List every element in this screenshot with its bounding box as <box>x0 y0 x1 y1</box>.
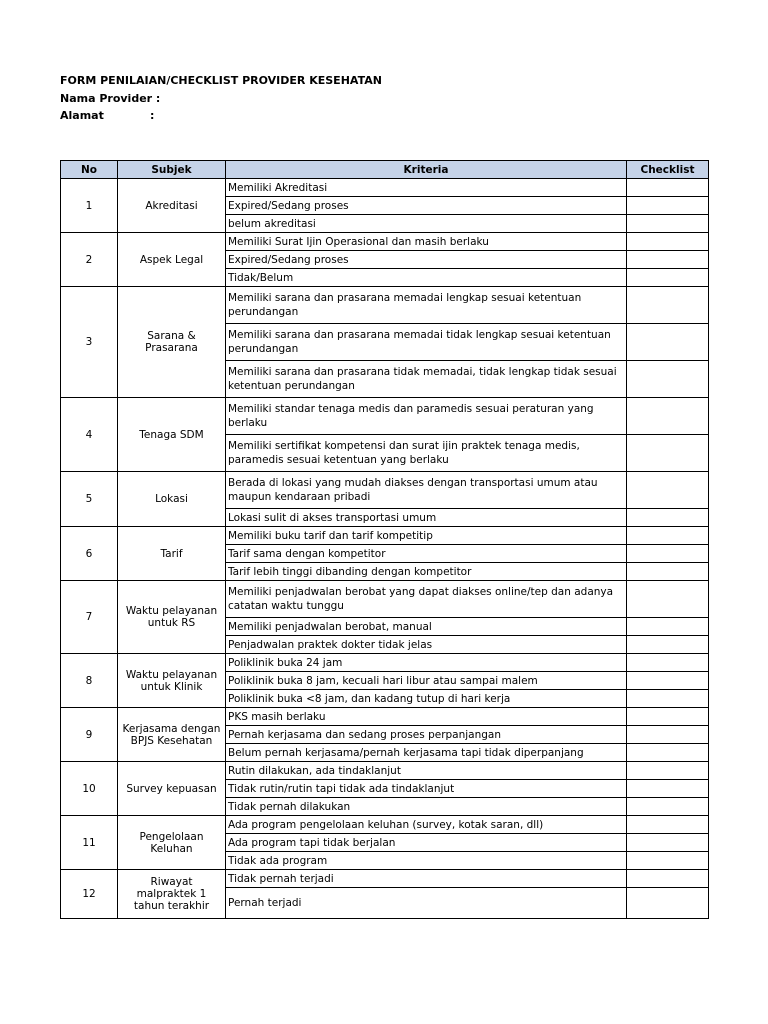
subject-cell: Kerjasama dengan BPJS Kesehatan <box>118 708 226 762</box>
row-number: 2 <box>61 233 118 287</box>
table-row <box>61 581 709 618</box>
checklist-cell[interactable] <box>627 816 709 834</box>
row-number: 6 <box>61 527 118 581</box>
criteria-cell: Tidak pernah dilakukan <box>226 798 627 816</box>
criteria-cell: Memiliki standar tenaga medis dan paramedis sesuai peraturan yang berlaku <box>226 398 627 435</box>
checklist-cell[interactable] <box>627 215 709 233</box>
checklist-cell[interactable] <box>627 472 709 509</box>
table-row <box>61 762 709 780</box>
row-number: 10 <box>61 762 118 816</box>
column-header-subjek: Subjek <box>118 161 226 179</box>
table-row <box>61 233 709 251</box>
table-row <box>61 708 709 726</box>
row-number: 5 <box>61 472 118 527</box>
table-row <box>61 179 709 197</box>
subject-cell: Sarana & Prasarana <box>118 287 226 398</box>
criteria-cell: Memiliki sarana dan prasarana tidak memadai, tidak lengkap tidak sesuai ketentuan perundangan <box>226 361 627 398</box>
checklist-body <box>61 179 709 919</box>
criteria-cell: belum akreditasi <box>226 215 627 233</box>
criteria-cell: Memiliki Surat Ijin Operasional dan masih berlaku <box>226 233 627 251</box>
subject-cell: Survey kepuasan <box>118 762 226 816</box>
checklist-cell[interactable] <box>627 798 709 816</box>
criteria-cell: Memiliki penjadwalan berobat yang dapat diakses online/tep dan adanya catatan waktu tunggu <box>226 581 627 618</box>
checklist-cell[interactable] <box>627 287 709 324</box>
checklist-cell[interactable] <box>627 870 709 888</box>
criteria-cell: Tarif lebih tinggi dibanding dengan kompetitor <box>226 563 627 581</box>
criteria-cell: Poliklinik buka <8 jam, dan kadang tutup di hari kerja <box>226 690 627 708</box>
criteria-cell: PKS masih berlaku <box>226 708 627 726</box>
form-header <box>60 72 382 125</box>
criteria-cell: Expired/Sedang proses <box>226 251 627 269</box>
criteria-cell: Memiliki sarana dan prasarana memadai lengkap sesuai ketentuan perundangan <box>226 287 627 324</box>
table-row <box>61 527 709 545</box>
checklist-cell[interactable] <box>627 834 709 852</box>
criteria-cell: Pernah kerjasama dan sedang proses perpanjangan <box>226 726 627 744</box>
provider-name-label: Nama Provider : <box>60 91 161 105</box>
address-label: Alamat <box>60 109 104 122</box>
subject-cell: Waktu pelayanan untuk RS <box>118 581 226 654</box>
subject-cell: Tenaga SDM <box>118 398 226 472</box>
criteria-cell: Tarif sama dengan kompetitor <box>226 545 627 563</box>
criteria-cell: Memiliki sarana dan prasarana memadai tidak lengkap sesuai ketentuan perundangan <box>226 324 627 361</box>
column-header-no: No <box>61 161 118 179</box>
table-row <box>61 398 709 435</box>
subject-cell: Akreditasi <box>118 179 226 233</box>
row-number: 8 <box>61 654 118 708</box>
subject-cell: Tarif <box>118 527 226 581</box>
criteria-cell: Tidak pernah terjadi <box>226 870 627 888</box>
checklist-cell[interactable] <box>627 581 709 618</box>
criteria-cell: Belum pernah kerjasama/pernah kerjasama tapi tidak diperpanjang <box>226 744 627 762</box>
criteria-cell: Tidak rutin/rutin tapi tidak ada tindaklanjut <box>226 780 627 798</box>
checklist-cell[interactable] <box>627 708 709 726</box>
table-row <box>61 816 709 834</box>
criteria-cell: Rutin dilakukan, ada tindaklanjut <box>226 762 627 780</box>
criteria-cell: Lokasi sulit di akses transportasi umum <box>226 509 627 527</box>
address-row <box>60 107 382 125</box>
criteria-cell: Memiliki buku tarif dan tarif kompetitip <box>226 527 627 545</box>
checklist-cell[interactable] <box>627 672 709 690</box>
checklist-cell[interactable] <box>627 762 709 780</box>
subject-cell: Pengelolaan Keluhan <box>118 816 226 870</box>
table-header-row <box>61 161 709 179</box>
checklist-cell[interactable] <box>627 435 709 472</box>
criteria-cell: Memiliki penjadwalan berobat, manual <box>226 618 627 636</box>
checklist-cell[interactable] <box>627 654 709 672</box>
checklist-cell[interactable] <box>627 563 709 581</box>
checklist-cell[interactable] <box>627 852 709 870</box>
criteria-cell: Ada program pengelolaan keluhan (survey, kotak saran, dll) <box>226 816 627 834</box>
subject-cell: Riwayat malpraktek 1 tahun terakhir <box>118 870 226 919</box>
checklist-cell[interactable] <box>627 361 709 398</box>
row-number: 11 <box>61 816 118 870</box>
criteria-cell: Tidak/Belum <box>226 269 627 287</box>
checklist-table <box>60 160 709 919</box>
criteria-cell: Poliklinik buka 8 jam, kecuali hari libur atau sampai malem <box>226 672 627 690</box>
checklist-cell[interactable] <box>627 197 709 215</box>
criteria-cell: Pernah terjadi <box>226 888 627 919</box>
checklist-cell[interactable] <box>627 324 709 361</box>
criteria-cell: Penjadwalan praktek dokter tidak jelas <box>226 636 627 654</box>
column-header-kriteria: Kriteria <box>226 161 627 179</box>
row-number: 12 <box>61 870 118 919</box>
checklist-cell[interactable] <box>627 527 709 545</box>
checklist-cell[interactable] <box>627 618 709 636</box>
subject-cell: Waktu pelayanan untuk Klinik <box>118 654 226 708</box>
checklist-cell[interactable] <box>627 269 709 287</box>
subject-cell: Aspek Legal <box>118 233 226 287</box>
criteria-cell: Poliklinik buka 24 jam <box>226 654 627 672</box>
checklist-cell[interactable] <box>627 251 709 269</box>
checklist-cell[interactable] <box>627 179 709 197</box>
criteria-cell: Ada program tapi tidak berjalan <box>226 834 627 852</box>
checklist-cell[interactable] <box>627 398 709 435</box>
row-number: 1 <box>61 179 118 233</box>
row-number: 3 <box>61 287 118 398</box>
criteria-cell: Expired/Sedang proses <box>226 197 627 215</box>
checklist-cell[interactable] <box>627 780 709 798</box>
row-number: 7 <box>61 581 118 654</box>
row-number: 4 <box>61 398 118 472</box>
subject-cell: Lokasi <box>118 472 226 527</box>
criteria-cell: Memiliki Akreditasi <box>226 179 627 197</box>
criteria-cell: Berada di lokasi yang mudah diakses dengan transportasi umum atau maupun kendaraan pribadi <box>226 472 627 509</box>
column-header-checklist: Checklist <box>627 161 709 179</box>
checklist-cell[interactable] <box>627 636 709 654</box>
checklist-cell[interactable] <box>627 233 709 251</box>
checklist-cell[interactable] <box>627 690 709 708</box>
table-row <box>61 472 709 509</box>
checklist-cell[interactable] <box>627 726 709 744</box>
row-number: 9 <box>61 708 118 762</box>
form-title: FORM PENILAIAN/CHECKLIST PROVIDER KESEHATAN <box>60 74 382 87</box>
table-row <box>61 654 709 672</box>
criteria-cell: Tidak ada program <box>226 852 627 870</box>
checklist-cell[interactable] <box>627 545 709 563</box>
checklist-cell[interactable] <box>627 509 709 527</box>
table-row <box>61 287 709 324</box>
criteria-cell: Memiliki sertifikat kompetensi dan surat ijin praktek tenaga medis, paramedis sesuai ketentuan yang berlaku <box>226 435 627 472</box>
address-colon: : <box>150 109 155 122</box>
table-row <box>61 870 709 888</box>
checklist-cell[interactable] <box>627 888 709 919</box>
checklist-cell[interactable] <box>627 744 709 762</box>
